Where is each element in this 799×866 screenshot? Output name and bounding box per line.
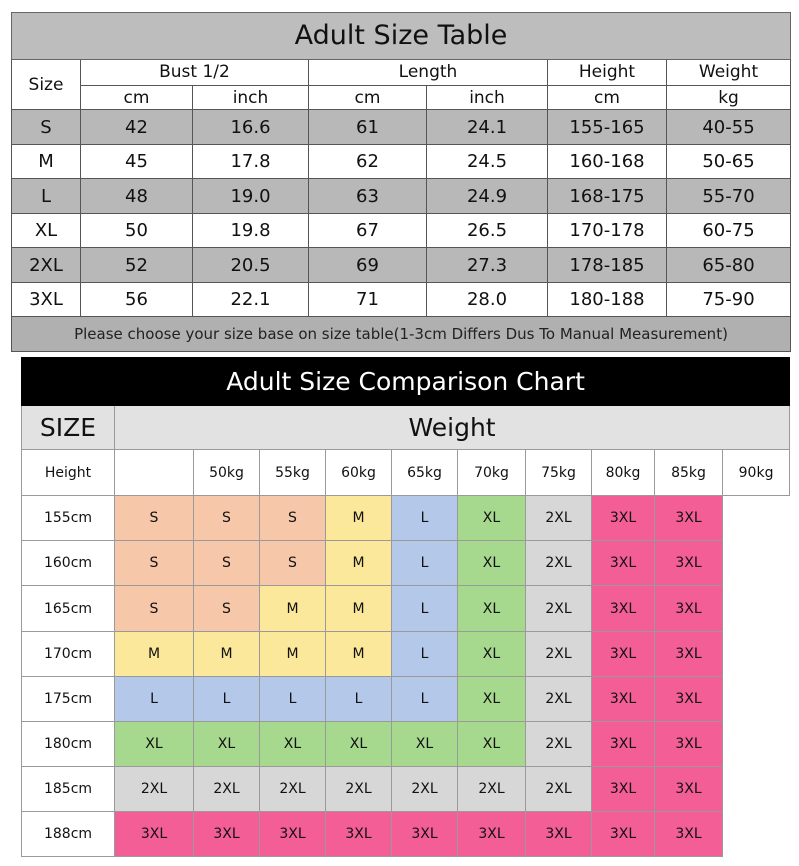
- size-recommendation-cell: 3XL: [655, 586, 723, 631]
- height-cell: 170-178: [548, 213, 667, 248]
- size-recommendation-cell: 3XL: [526, 811, 592, 856]
- size-recommendation-cell: XL: [194, 721, 260, 766]
- size-cell: XL: [12, 213, 81, 248]
- size-recommendation-cell: 3XL: [655, 811, 723, 856]
- table-row: [12, 179, 791, 214]
- length-inch-cell: 27.3: [427, 248, 548, 283]
- height-row: [22, 496, 790, 541]
- length-cm-cell: 69: [309, 248, 427, 283]
- size-recommendation-cell: 3XL: [592, 721, 655, 766]
- weight-header-cell: 65kg: [392, 450, 458, 496]
- size-recommendation-cell: 3XL: [592, 496, 655, 541]
- height-value-cell: 180cm: [22, 721, 115, 766]
- size-recommendation-cell: M: [326, 631, 392, 676]
- length-cm-cell: 61: [309, 110, 427, 145]
- length-inch-cell: 24.5: [427, 144, 548, 179]
- adult-size-table: [11, 12, 791, 352]
- length-cm-cell: 63: [309, 179, 427, 214]
- height-cell: 180-188: [548, 282, 667, 317]
- size-recommendation-cell: 3XL: [592, 631, 655, 676]
- size-recommendation-cell: 3XL: [326, 811, 392, 856]
- size-recommendation-cell: XL: [260, 721, 326, 766]
- weight-cell: 55-70: [667, 179, 791, 214]
- size-recommendation-cell: L: [326, 676, 392, 721]
- size-recommendation-cell: 2XL: [194, 766, 260, 811]
- size-recommendation-cell: L: [392, 631, 458, 676]
- height-cell: 155-165: [548, 110, 667, 145]
- bust-cm-cell: 52: [81, 248, 193, 283]
- size-recommendation-cell: 3XL: [592, 541, 655, 586]
- size-recommendation-cell: 3XL: [655, 541, 723, 586]
- size-recommendation-cell: S: [115, 586, 194, 631]
- size-recommendation-cell: L: [194, 676, 260, 721]
- height-row: [22, 721, 790, 766]
- size-recommendation-cell: S: [260, 496, 326, 541]
- size-cell: 3XL: [12, 282, 81, 317]
- height-cell: 160-168: [548, 144, 667, 179]
- table-row: [12, 282, 791, 317]
- table-row: [12, 144, 791, 179]
- size-cell: L: [12, 179, 81, 214]
- size-table-title: Adult Size Table: [12, 13, 791, 60]
- size-recommendation-cell: L: [115, 676, 194, 721]
- height-cell: 178-185: [548, 248, 667, 283]
- size-recommendation-cell: 2XL: [526, 496, 592, 541]
- table-row: [12, 213, 791, 248]
- length-cm-cell: 62: [309, 144, 427, 179]
- size-recommendation-cell: S: [115, 496, 194, 541]
- size-recommendation-cell: M: [260, 631, 326, 676]
- size-recommendation-cell: XL: [458, 586, 526, 631]
- height-header: Height: [548, 59, 667, 85]
- height-row: [22, 676, 790, 721]
- size-recommendation-cell: M: [194, 631, 260, 676]
- height-value-cell: 188cm: [22, 811, 115, 856]
- height-row: [22, 631, 790, 676]
- size-recommendation-cell: 2XL: [326, 766, 392, 811]
- size-cell: M: [12, 144, 81, 179]
- weight-cell: 40-55: [667, 110, 791, 145]
- weight-cell: 50-65: [667, 144, 791, 179]
- size-recommendation-cell: L: [392, 541, 458, 586]
- unit-header: inch: [193, 86, 309, 110]
- size-recommendation-cell: 2XL: [392, 766, 458, 811]
- size-recommendation-cell: XL: [458, 496, 526, 541]
- size-recommendation-cell: S: [194, 541, 260, 586]
- size-recommendation-cell: 3XL: [655, 766, 723, 811]
- weight-header-cell: 85kg: [655, 450, 723, 496]
- bust-inch-cell: 17.8: [193, 144, 309, 179]
- size-recommendation-cell: S: [115, 541, 194, 586]
- size-recommendation-cell: XL: [458, 676, 526, 721]
- size-comparison-chart: [21, 357, 790, 857]
- length-cm-cell: 71: [309, 282, 427, 317]
- weight-header-cell: 90kg: [723, 450, 790, 496]
- size-recommendation-cell: 3XL: [392, 811, 458, 856]
- size-recommendation-cell: 2XL: [260, 766, 326, 811]
- size-recommendation-cell: XL: [458, 631, 526, 676]
- size-recommendation-cell: 2XL: [526, 541, 592, 586]
- bust-cm-cell: 42: [81, 110, 193, 145]
- size-recommendation-cell: 3XL: [655, 721, 723, 766]
- height-row: [22, 811, 790, 856]
- height-row: [22, 541, 790, 586]
- size-column-header: Size: [12, 59, 81, 110]
- size-recommendation-cell: 3XL: [592, 586, 655, 631]
- size-recommendation-cell: 2XL: [526, 721, 592, 766]
- size-recommendation-cell: L: [392, 496, 458, 541]
- bust-cm-cell: 50: [81, 213, 193, 248]
- weight-cell: 65-80: [667, 248, 791, 283]
- size-recommendation-cell: 3XL: [655, 496, 723, 541]
- size-recommendation-cell: 3XL: [260, 811, 326, 856]
- size-recommendation-cell: 2XL: [458, 766, 526, 811]
- size-recommendation-cell: XL: [115, 721, 194, 766]
- weight-header-cell: 80kg: [592, 450, 655, 496]
- size-recommendation-cell: XL: [326, 721, 392, 766]
- corner-cell: [115, 450, 194, 496]
- height-value-cell: 175cm: [22, 676, 115, 721]
- size-recommendation-cell: 2XL: [526, 676, 592, 721]
- size-label: SIZE: [22, 406, 115, 450]
- size-recommendation-cell: M: [326, 541, 392, 586]
- size-recommendation-cell: XL: [392, 721, 458, 766]
- unit-header: cm: [81, 86, 193, 110]
- size-recommendation-cell: 3XL: [115, 811, 194, 856]
- size-recommendation-cell: M: [260, 586, 326, 631]
- size-recommendation-cell: 3XL: [592, 811, 655, 856]
- size-recommendation-cell: L: [392, 676, 458, 721]
- height-value-cell: 155cm: [22, 496, 115, 541]
- weight-label: Weight: [115, 406, 790, 450]
- bust-inch-cell: 19.8: [193, 213, 309, 248]
- size-recommendation-cell: 3XL: [655, 676, 723, 721]
- measurement-note: Please choose your size base on size table(1-3cm Differs Dus To Manual Measurement): [12, 317, 791, 352]
- length-inch-cell: 26.5: [427, 213, 548, 248]
- size-recommendation-cell: 3XL: [592, 766, 655, 811]
- length-inch-cell: 24.9: [427, 179, 548, 214]
- bust-inch-cell: 19.0: [193, 179, 309, 214]
- size-recommendation-cell: 2XL: [526, 631, 592, 676]
- weight-header-cell: 60kg: [326, 450, 392, 496]
- unit-header: kg: [667, 86, 791, 110]
- size-recommendation-cell: 2XL: [526, 766, 592, 811]
- weight-cell: 60-75: [667, 213, 791, 248]
- size-recommendation-cell: S: [260, 541, 326, 586]
- length-header: Length: [309, 59, 548, 85]
- size-recommendation-cell: 2XL: [115, 766, 194, 811]
- weight-header-cell: 70kg: [458, 450, 526, 496]
- weight-header-cell: 55kg: [260, 450, 326, 496]
- size-recommendation-cell: 3XL: [655, 631, 723, 676]
- size-recommendation-cell: M: [326, 586, 392, 631]
- size-recommendation-cell: L: [260, 676, 326, 721]
- height-row: [22, 586, 790, 631]
- length-cm-cell: 67: [309, 213, 427, 248]
- length-inch-cell: 28.0: [427, 282, 548, 317]
- size-recommendation-cell: 3XL: [194, 811, 260, 856]
- bust-inch-cell: 20.5: [193, 248, 309, 283]
- size-recommendation-cell: 3XL: [592, 676, 655, 721]
- size-recommendation-cell: M: [326, 496, 392, 541]
- height-value-cell: 165cm: [22, 586, 115, 631]
- unit-header: cm: [309, 86, 427, 110]
- size-cell: 2XL: [12, 248, 81, 283]
- bust-header: Bust 1/2: [81, 59, 309, 85]
- unit-header: inch: [427, 86, 548, 110]
- height-value-cell: 170cm: [22, 631, 115, 676]
- comparison-chart-title: Adult Size Comparison Chart: [22, 358, 790, 406]
- bust-inch-cell: 16.6: [193, 110, 309, 145]
- bust-cm-cell: 48: [81, 179, 193, 214]
- size-recommendation-cell: S: [194, 586, 260, 631]
- table-row: [12, 110, 791, 145]
- bust-cm-cell: 56: [81, 282, 193, 317]
- height-cell: 168-175: [548, 179, 667, 214]
- height-row: [22, 766, 790, 811]
- weight-header-cell: 75kg: [526, 450, 592, 496]
- size-recommendation-cell: S: [194, 496, 260, 541]
- length-inch-cell: 24.1: [427, 110, 548, 145]
- bust-cm-cell: 45: [81, 144, 193, 179]
- size-cell: S: [12, 110, 81, 145]
- height-value-cell: 185cm: [22, 766, 115, 811]
- size-recommendation-cell: L: [392, 586, 458, 631]
- bust-inch-cell: 22.1: [193, 282, 309, 317]
- weight-header: Weight: [667, 59, 791, 85]
- size-recommendation-cell: XL: [458, 541, 526, 586]
- size-recommendation-cell: 2XL: [526, 586, 592, 631]
- table-row: [12, 248, 791, 283]
- weight-cell: 75-90: [667, 282, 791, 317]
- height-value-cell: 160cm: [22, 541, 115, 586]
- size-recommendation-cell: M: [115, 631, 194, 676]
- unit-header: cm: [548, 86, 667, 110]
- height-label: Height: [22, 450, 115, 496]
- weight-header-cell: 50kg: [194, 450, 260, 496]
- size-recommendation-cell: XL: [458, 721, 526, 766]
- size-recommendation-cell: 3XL: [458, 811, 526, 856]
